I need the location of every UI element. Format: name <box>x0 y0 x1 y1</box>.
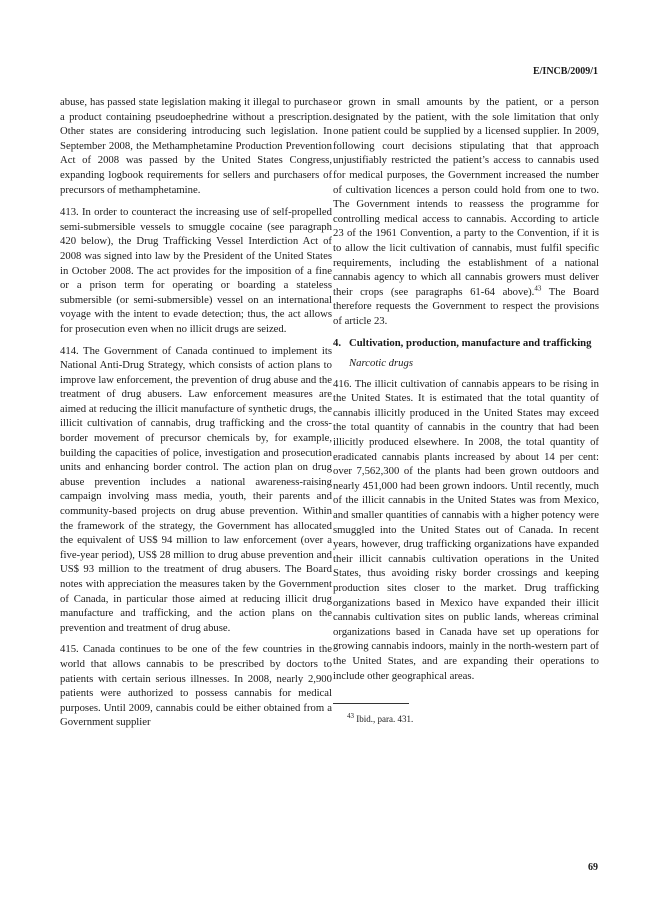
paragraph-continuation: abuse, has passed state legislation making it illegal to purchase a product containing pseudoephedrine without a prescription. Other states are considering introducing such legislation. In September 2008, the Methamphetamine Production Prevention Act of 2008 was passed by the United States Congress, expanding logbook requirements for sellers and purchasers of precursors of methamphetamine. <box>60 96 332 196</box>
left-column <box>60 95 332 737</box>
paragraph-413: 413. In order to counteract the increasing use of self-propelled semi-submersible vessels to smuggle cocaine (see paragraph 420 below), the Drug Trafficking Vessel Interdiction Act of 2008 was signed into law by the President of the United States in October 2008. The act provides for the imposition of a fine or a prison term for operating or boarding a stateless submersible (or semi-submersible) vessel on an international voyage with the intent to evade detection; thus, the act allows for prosecution even when no illicit drugs are seized. <box>60 206 332 335</box>
footnote-divider <box>333 703 409 704</box>
section-heading-number: 4. <box>333 336 342 349</box>
paragraph-415-body: or grown in small amounts by the patient, or a person designated by the patient, with the sole limitation that only one patient could be supplied by a licensed supplier. In 2009, following court decisions stipulating that that approach unjustifiably restricted the patient’s access to cannabis used for medical purposes, the Government increased the number of cultivation licences a person could hold from one to two. The Government intends to reassess the programme for controlling medical access to cannabis. According to article 23 of the 1961 Convention, a party to the Convention, if it is to allow the licit cultivation of cannabis, must fulfil specific requirements, including the establishment of a national cannabis agency to which all cannabis growers must deliver their crops (see paragraphs 61-64 above). <box>333 96 599 298</box>
section-heading-text: Cultivation, production, manufacture and trafficking <box>349 336 592 349</box>
paragraph-416: 416. The illicit cultivation of cannabis appears to be rising in the United States. It is estimated that the total quantity of cannabis illicitly produced in the United States may exceed the total quantity of cannabis in the country that had been illicitly produced elsewhere. In 2008, the total quantity of eradicated cannabis plants increased by about 14 per cent: over 7,562,300 of the plants had been grown outdoors and nearly 451,000 had been grown indoors. Until recently, much of the illicit cannabis in the United States was from Mexico, and smaller quantities of cannabis with a higher potency were smuggled into the United States out of Canada. In recent years, however, drug trafficking organizations have expanded their illicit cannabis cultivation operations in the United States, thus avoiding risky border crossings and keeping production sites closer to the market. Drug trafficking organizations based in Mexico have expanded their illicit cannabis cultivation sites on public lands, whereas criminal organizations based in Canada have set up operations for growing cannabis indoors, mainly in the north-western part of the United States, and are expanding their operations to include other geographical areas. <box>333 377 599 682</box>
section-heading <box>333 336 599 351</box>
footnote <box>333 712 599 727</box>
page-number: 69 <box>588 862 598 873</box>
footnote-text: Ibid., para. 431. <box>354 714 414 725</box>
paragraph-415-tail: The Board therefore requests the Government to respect the provisions of article 23. <box>333 285 599 327</box>
right-column <box>333 95 599 727</box>
footnote-reference[interactable]: 43 <box>534 284 542 293</box>
paragraph-415: 415. Canada continues to be one of the few countries in the world that allows cannabis to be prescribed by doctors to patients with certain serious illnesses. In 2008, nearly 2,900 patients were authorized to possess cannabis for medical purposes. Until 2009, cannabis could be either obtained from a Government supplier <box>60 643 332 729</box>
paragraph-415-continued <box>333 95 599 329</box>
subsection-heading: Narcotic drugs <box>349 357 414 370</box>
document-symbol: E/INCB/2009/1 <box>532 66 598 77</box>
paragraph-414: 414. The Government of Canada continued to implement its National Anti-Drug Strategy, which consists of action plans to improve law enforcement, the prevention of drug abuse and the treatment of drug abusers. Law enforcement measures are aimed at reducing the illicit manufacture of synthetic drugs, the illicit cultivation of cannabis, drug trafficking and the cross-border movement of precursor chemicals by, for example, building the capacities of police, investigation and prosecution units and enhancing border control. The action plan on drug abuse prevention includes a national awareness-raising campaign involving mass media, youth, their parents and community-based projects on drug abuse prevention. Within the framework of the strategy, the Government has allocated the equivalent of US$ 94 million to law enforcement (over a five-year period), US$ 28 million to drug abuse prevention and US$ 93 million to the treatment of drug abusers. The Board notes with appreciation the measures taken by the Government of Canada, in particular those aimed at reducing illicit drug manufacture and trafficking, and the action plans on the prevention and treatment of drug abuse. <box>60 344 332 634</box>
footnote-number: 43 <box>347 712 354 721</box>
